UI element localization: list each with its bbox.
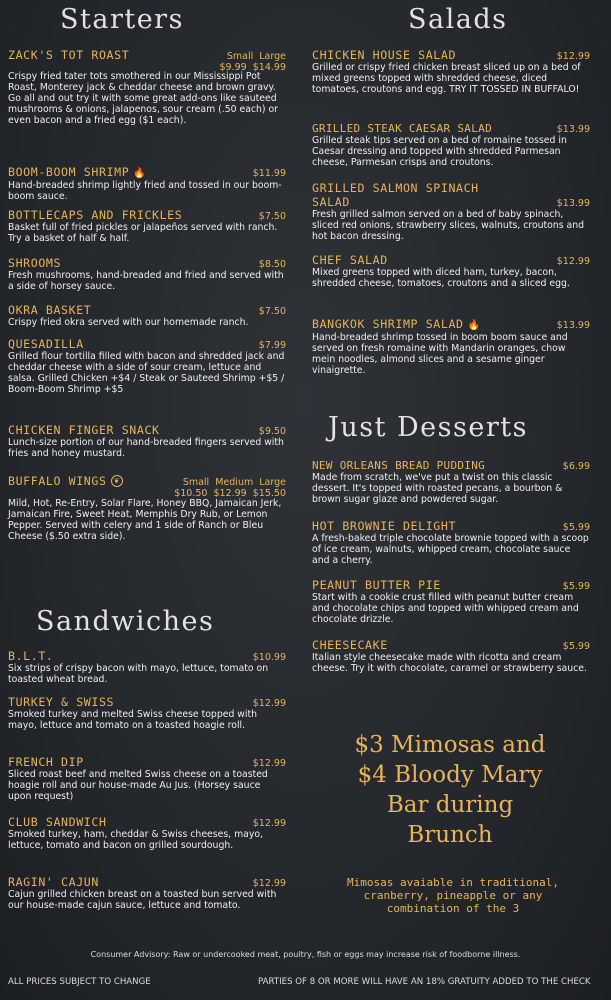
item-price: $12.99 [252, 818, 286, 829]
item-price: $12.99 [556, 256, 590, 267]
item-price: $12.99 [252, 878, 286, 889]
menu-item [8, 161, 286, 202]
item-name: GRILLED SALMON SPINACH [312, 181, 479, 195]
item-description: Sliced roast beef and melted Swiss cheese on a toasted hoagie roll and our house-made Au Jus. (Horsey sauce upon request) [8, 769, 268, 803]
item-name: QUESADILLA [8, 337, 84, 351]
item-name: BOTTLECAPS AND FRICKLES [8, 208, 183, 222]
item-name: GRILLED STEAK CAESAR SALAD [312, 122, 492, 135]
item-name: SHROOMS [8, 256, 62, 270]
menu-item [8, 303, 286, 328]
menu-item [8, 337, 286, 395]
item-price: $8.50 [258, 259, 286, 270]
starters-title: Starters [60, 4, 184, 35]
menu-item [312, 519, 590, 566]
item-price: $12.99 [556, 51, 590, 62]
item-name-cont: SALAD [312, 195, 350, 209]
item-description: Start with a cookie crust filled with peanut butter cream and chocolate chips and topped with whipped cream and chocolate drizzle. [312, 592, 579, 626]
consumer-advisory: Consumer Advisory: Raw or undercooked meat, poultry, fish or eggs may increase risk of foodborne illness. [90, 950, 521, 959]
item-name: ZACK'S TOT ROAST [8, 48, 130, 62]
promo-line: Bar during [386, 792, 514, 818]
item-description: Lunch-size portion of our hand-breaded fingers served with fries and honey mustard. [8, 437, 284, 460]
price-values: $9.99 $14.99 [219, 62, 286, 73]
prices-note: ALL PRICES SUBJECT TO CHANGE [8, 977, 151, 987]
item-name: CHEESECAKE [312, 638, 388, 652]
item-price [220, 51, 286, 73]
item-name: HOT BROWNIE DELIGHT [312, 519, 457, 533]
gratuity-note: PARTIES OF 8 OR MORE WILL HAVE AN 18% GRATUITY ADDED TO THE CHECK [258, 977, 591, 987]
item-price: $13.99 [556, 124, 590, 135]
menu-item [312, 459, 590, 505]
menu-item [312, 313, 590, 376]
menu-item [8, 208, 286, 244]
item-price: $13.99 [556, 320, 590, 331]
sandwiches-title: Sandwiches [36, 606, 215, 637]
item-description: Grilled steak tips served on a bed of romaine tossed in Caesar dressing and topped with shredded Parmesan cheese, Parmesan crisps and croutons. [312, 135, 567, 169]
item-price: $7.50 [258, 306, 286, 317]
item-price: $10.99 [252, 652, 286, 663]
item-price: $11.99 [252, 168, 286, 179]
menu-item [8, 256, 286, 292]
fire-icon: 🔥 [467, 320, 481, 331]
brunch-promo [300, 730, 600, 850]
item-name: BANGKOK SHRIMP SALAD [312, 317, 464, 331]
item-description: Cajun grilled chicken breast on a toasted bun served with our house-made cajun sauce, lettuce and tomato. [8, 889, 277, 912]
item-description: Hand-breaded shrimp lightly fried and tossed in our boom-boom sauce. [8, 180, 282, 203]
item-description: A fresh-baked triple chocolate brownie topped with a scoop of ice cream, walnuts, whipped cream, chocolate sauce and a cherry. [312, 533, 589, 567]
item-price: $12.99 [252, 758, 286, 769]
promo-sub-line: Mimosas avaiable in traditional, [347, 876, 559, 889]
item-price: $13.99 [556, 198, 590, 209]
item-description: Smoked turkey and melted Swiss cheese topped with mayo, lettuce and tomato on a toasted hoagie roll. [8, 709, 258, 732]
item-price: $7.50 [258, 211, 286, 222]
fire-icon: 🔥 [133, 168, 146, 179]
item-description: Six strips of crispy bacon with mayo, lettuce, tomato on toasted wheat bread. [8, 663, 269, 686]
item-description: Mild, Hot, Re-Entry, Solar Flare, Honey BBQ, Jamaican Jerk, Jamaican Fire, Sweet Heat, Memphis Dry Rub, or Lemon Pepper. Served with celery and 1 side of Ranch or Bleu Cheese ($.50 extra side). [8, 498, 282, 543]
item-price: $6.99 [562, 461, 590, 472]
item-name: CHICKEN FINGER SNACK [8, 423, 160, 437]
item-description: Fresh mushrooms, hand-breaded and fried and served with a side of horsey sauce. [8, 270, 284, 293]
leaf-icon: ❦ [111, 475, 123, 487]
price-size-labels: Small Large [226, 51, 286, 62]
menu-item [312, 638, 590, 674]
promo-line: $3 Mimosas and [354, 732, 546, 758]
menu-item [312, 578, 590, 625]
item-price: $5.99 [562, 641, 590, 652]
item-price: $12.99 [252, 698, 286, 709]
item-name: RAGIN' CAJUN [8, 875, 99, 889]
item-description: Basket full of fried pickles or jalapeños served with ranch. Try a basket of half & half. [8, 222, 278, 245]
item-name: OKRA BASKET [8, 303, 92, 317]
menu-item [312, 122, 590, 168]
menu-item [8, 815, 286, 851]
menu-item [312, 48, 590, 95]
menu-item [8, 755, 286, 802]
item-name: CHICKEN HOUSE SALAD [312, 48, 457, 62]
item-description: Crispy fried okra served with our homemade ranch. [8, 317, 249, 328]
promo-sub-line: combination of the 3 [386, 902, 520, 915]
item-price: $5.99 [562, 522, 590, 533]
menu-item [8, 649, 286, 685]
promo-sub-line: cranberry, pineapple or any [363, 889, 543, 902]
menu-item [8, 695, 286, 731]
price-values: $10.50 $12.99 $15.50 [174, 488, 286, 499]
item-description: Smoked turkey, ham, cheddar & Swiss cheeses, mayo, lettuce, tomato and bacon on grilled sourdough. [8, 829, 263, 852]
menu-item [312, 181, 590, 242]
item-price: $7.99 [258, 340, 286, 351]
menu-item [8, 423, 286, 459]
promo-subtext [318, 876, 588, 915]
item-price: $9.50 [258, 426, 286, 437]
item-name: CLUB SANDWICH [8, 815, 107, 829]
item-description: Hand-breaded shrimp tossed in boom boom sauce and served on fresh romaine with Mandarin oranges, chow mein noodles, almond slices and a sesame ginger vinaigrette. [312, 332, 568, 377]
item-name: CHEF SALAD [312, 253, 388, 267]
item-price [174, 477, 286, 499]
item-price: $5.99 [562, 581, 590, 592]
desserts-title: Just Desserts [328, 412, 528, 443]
price-size-labels: Small Medium Large [182, 477, 286, 488]
menu-item [8, 48, 286, 126]
item-description: Grilled or crispy fried chicken breast sliced up on a bed of mixed greens topped with shredded cheese, diced tomatoes, croutons and egg. TRY IT TOSSED IN BUFFALO! [312, 62, 581, 96]
item-name: NEW ORLEANS BREAD PUDDING [312, 459, 486, 472]
item-name: FRENCH DIP [8, 755, 84, 769]
item-name: BUFFALO WINGS [8, 474, 107, 488]
item-description: Fresh grilled salmon served on a bed of baby spinach, sliced red onions, strawberry slices, walnuts, croutons and hot bacon dressing. [312, 209, 585, 243]
menu-item [8, 875, 286, 911]
promo-line: $4 Bloody Mary [357, 762, 543, 788]
item-description: Grilled flour tortilla filled with bacon and shredded jack and cheddar cheese with a side of sour cream, lettuce and salsa. Grilled Chicken +$4 / Steak or Sauteed Shrimp +$5 / Boom-Boom Shrimp +$5 [8, 351, 285, 396]
item-name: TURKEY & SWISS [8, 695, 115, 709]
salads-title: Salads [408, 4, 508, 35]
item-description: Italian style cheesecake made with ricotta and cream cheese. Try it with chocolate, caramel or strawberry sauce. [312, 652, 587, 675]
item-name: B.L.T. [8, 649, 54, 663]
item-description: Mixed greens topped with diced ham, turkey, bacon, shredded cheese, tomatoes, croutons and a sliced egg. [312, 267, 570, 290]
menu-item [8, 470, 286, 542]
item-name: PEANUT BUTTER PIE [312, 578, 441, 592]
item-description: Crispy fried tater tots smothered in our Mississippi Pot Roast, Monterey jack & cheddar cheese and brown gravy. Go all and out try it with some great add-ons like sauteed mushrooms & onions, jalapenos, sour cream (.50 each) or even bacon and a fried egg ($1 each). [8, 71, 278, 127]
promo-line: Brunch [407, 822, 493, 848]
item-name: BOOM-BOOM SHRIMP [8, 165, 130, 179]
item-description: Made from scratch, we've put a twist on this classic dessert. It's topped with roasted pecans, a bourbon & brown sugar glaze and powdered sugar. [312, 472, 563, 506]
menu-item [312, 253, 590, 289]
